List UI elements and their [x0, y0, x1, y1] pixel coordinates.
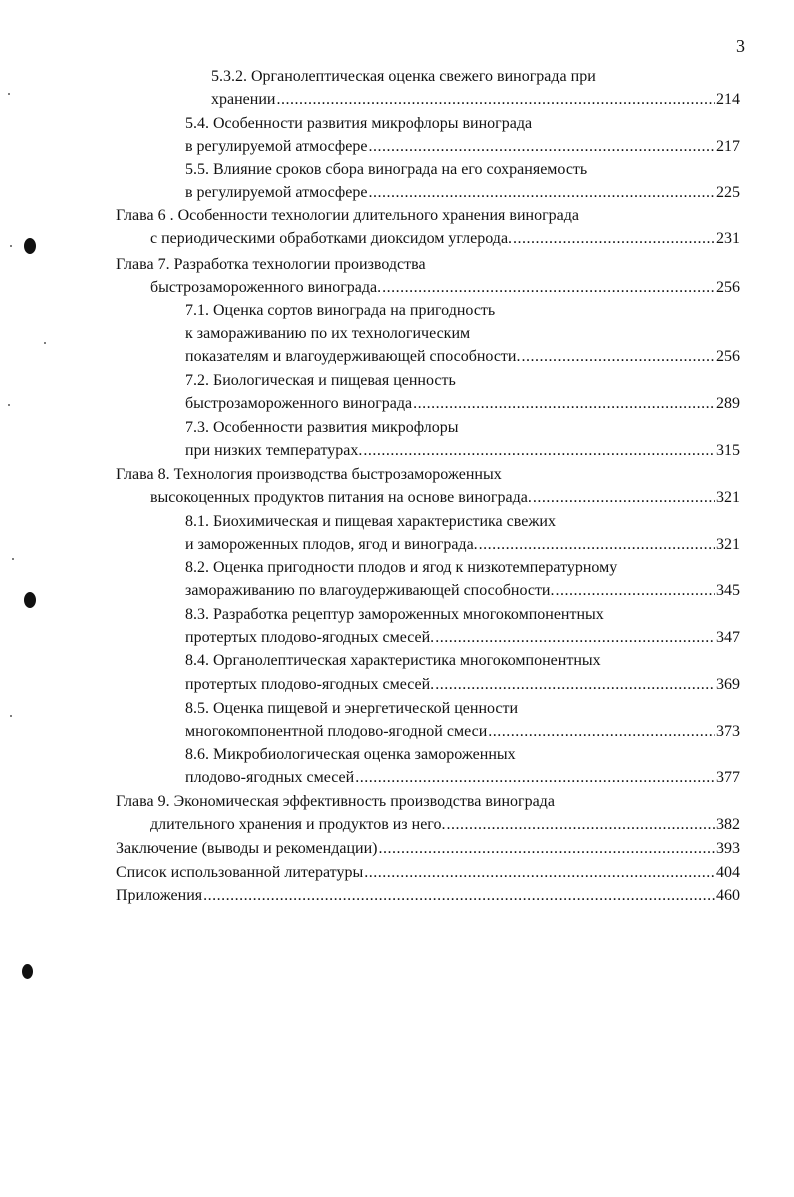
toc-line: в регулируемой атмосфере: [185, 138, 368, 155]
toc-line: Заключение (выводы и рекомендации): [116, 840, 378, 857]
toc-entry-5-4[interactable]: [185, 138, 740, 161]
toc-page-number: 231: [716, 230, 740, 247]
dot-leader: [276, 91, 715, 109]
toc-entry-5-3-2[interactable]: [211, 91, 740, 114]
toc-page-number: 345: [716, 582, 740, 599]
dot-leader: [488, 723, 715, 741]
dot-leader: [556, 582, 716, 600]
dot-leader: [369, 184, 716, 202]
toc-page-number: 369: [716, 676, 740, 693]
scan-speck: [10, 245, 12, 247]
dot-leader: [355, 769, 715, 787]
scan-speck: [44, 342, 46, 344]
toc-page-number: 214: [716, 91, 740, 108]
dot-leader: [378, 840, 715, 858]
toc-line: 5.5. Влияние сроков сбора винограда на его сохраняемость: [185, 161, 588, 178]
toc-line: при низких температурах.: [185, 442, 363, 459]
toc-line: протертых плодово-ягодных смесей.: [185, 676, 435, 693]
toc-entry-5-5[interactable]: [185, 184, 740, 207]
toc-entry-7-2[interactable]: [185, 395, 740, 418]
scan-speck: [8, 93, 10, 95]
toc-line: 5.3.2. Органолептическая оценка свежего винограда при: [211, 68, 596, 85]
toc-entry-appendices[interactable]: [116, 887, 740, 910]
dot-leader: [382, 279, 715, 297]
toc-entry-references[interactable]: [116, 864, 740, 887]
toc-page-number: 289: [716, 395, 740, 412]
dot-leader: [435, 676, 715, 694]
toc-line: протертых плодово-ягодных смесей.: [185, 629, 435, 646]
toc-entry-8-6[interactable]: [185, 769, 740, 792]
dot-leader: [533, 489, 715, 507]
toc-line: высокоценных продуктов питания на основе винограда.: [150, 489, 532, 506]
toc-page-number: 256: [716, 348, 740, 365]
toc-line: 8.6. Микробиологическая оценка замороженных: [185, 746, 516, 763]
dot-leader: [521, 348, 715, 366]
scan-speck: [10, 715, 12, 717]
toc-entry-7-1[interactable]: [185, 348, 740, 371]
scan-speck: [12, 558, 14, 560]
page-number: 3: [736, 36, 745, 56]
toc-page-number: 321: [716, 489, 740, 506]
toc-entry-7-3[interactable]: [185, 442, 740, 465]
punch-hole-mark: [22, 964, 33, 979]
toc-page-number: 315: [716, 442, 740, 459]
toc-line: быстрозамороженного винограда: [185, 395, 413, 412]
toc-entry-8-2[interactable]: [185, 582, 740, 605]
toc-entry-conclusion[interactable]: [116, 840, 740, 863]
toc-line: 5.4. Особенности развития микрофлоры винограда: [185, 115, 533, 132]
toc-line: 8.2. Оценка пригодности плодов и ягод к низкотемпературному: [185, 559, 618, 576]
toc-chapter-title: Глава 6 . Особенности технологии длительного хранения винограда: [116, 207, 579, 224]
toc-line: в регулируемой атмосфере: [185, 184, 368, 201]
toc-chapter-title: Глава 8. Технология производства быстрозамороженных: [116, 466, 502, 483]
toc-line: Список использованной литературы: [116, 864, 364, 881]
dot-leader: [364, 864, 715, 882]
dot-leader: [363, 442, 715, 460]
toc-entry-8-3[interactable]: [185, 629, 740, 652]
toc-page-number: 225: [716, 184, 740, 201]
toc-entry-8-1[interactable]: [185, 536, 740, 559]
toc-line: 8.4. Органолептическая характеристика многокомпонентных: [185, 652, 601, 669]
toc-line: 8.5. Оценка пищевой и энергетической ценности: [185, 700, 519, 717]
toc-line: к замораживанию по их технологическим: [185, 325, 471, 342]
toc-line: 8.3. Разработка рецептур замороженных многокомпонентных: [185, 606, 604, 623]
toc-line: замораживанию по влагоудерживающей способности.: [185, 582, 555, 599]
toc-line: хранении: [211, 91, 276, 108]
toc-line: быстрозамороженного винограда.: [150, 279, 382, 296]
dot-leader: [479, 536, 715, 554]
toc-line: показателям и влагоудерживающей способности.: [185, 348, 521, 365]
toc-line: 7.2. Биологическая и пищевая ценность: [185, 372, 456, 389]
toc-page-number: 347: [716, 629, 740, 646]
toc-line: 8.1. Биохимическая и пищевая характеристика свежих: [185, 513, 556, 530]
toc-entry-chapter-8[interactable]: [150, 489, 740, 512]
punch-hole-mark: [24, 238, 36, 254]
toc-page-number: 373: [716, 723, 740, 740]
toc-entry-chapter-6[interactable]: [150, 230, 740, 253]
toc-chapter-title: Глава 9. Экономическая эффективность производства винограда: [116, 793, 555, 810]
toc-page-number: 256: [716, 279, 740, 296]
toc-line: многокомпонентной плодово-ягодной смеси: [185, 723, 488, 740]
toc-page-number: 393: [716, 840, 740, 857]
toc-page-number: 404: [716, 864, 740, 881]
dot-leader: [513, 230, 715, 248]
dot-leader: [369, 138, 716, 156]
toc-line: плодово-ягодных смесей: [185, 769, 355, 786]
toc-entry-chapter-9[interactable]: [150, 816, 740, 839]
toc-entry-8-5[interactable]: [185, 723, 740, 746]
toc-line: 7.3. Особенности развития микрофлоры: [185, 419, 459, 436]
dot-leader: [203, 887, 715, 905]
toc-line: и замороженных плодов, ягод и винограда.: [185, 536, 478, 553]
dot-leader: [413, 395, 715, 413]
toc-chapter-title: Глава 7. Разработка технологии производства: [116, 256, 426, 273]
toc-entry-chapter-7[interactable]: [150, 279, 740, 302]
toc-page-number: 377: [716, 769, 740, 786]
toc-page-number: 217: [716, 138, 740, 155]
toc-page-number: 321: [716, 536, 740, 553]
dot-leader: [446, 816, 715, 834]
toc-line: с периодическими обработками диоксидом углерода.: [150, 230, 513, 247]
scan-speck: [8, 404, 10, 406]
toc-line: длительного хранения и продуктов из него.: [150, 816, 446, 833]
toc-page-number: 382: [716, 816, 740, 833]
punch-hole-mark: [24, 592, 36, 608]
toc-line: Приложения: [116, 887, 203, 904]
toc-entry-8-4[interactable]: [185, 676, 740, 699]
toc-page-number: 460: [716, 887, 740, 904]
dot-leader: [435, 629, 715, 647]
toc-line: 7.1. Оценка сортов винограда на пригодность: [185, 302, 496, 319]
